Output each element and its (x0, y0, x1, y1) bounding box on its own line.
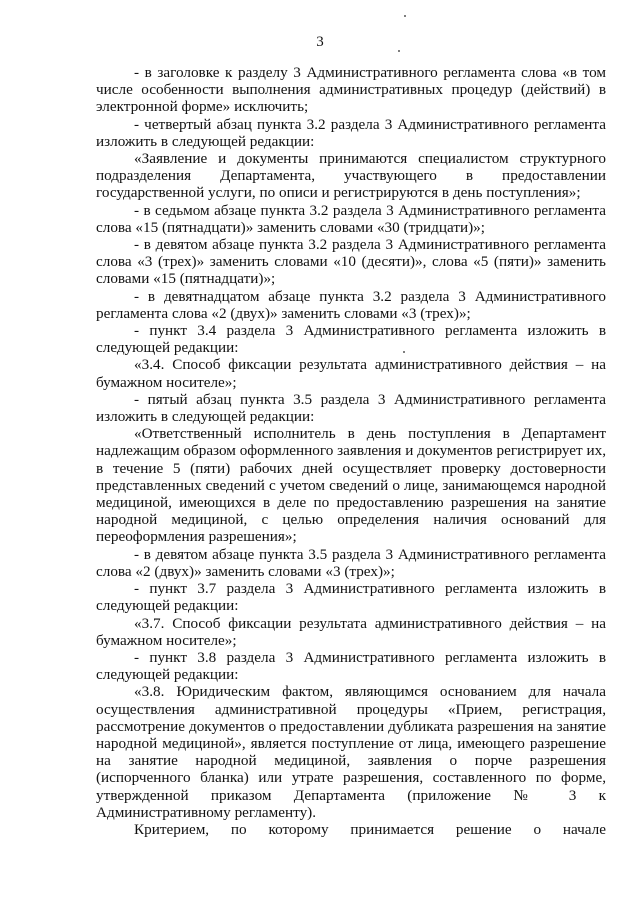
paragraph: «3.8. Юридическим фактом, являющимся основанием для начала осуществления административной процедуры «Прием, регистрация, рассмотрение документов о предоставлении дубликата разрешения на занятие народной медициной», является поступление от лица, имеющего разрешение на занятие народной медициной, заявления о порче разрешения (испорченного бланка) или утрате разрешения, составленного по форме, утвержденной приказом Департамента (приложение № 3 к Административному регламенту). (96, 683, 606, 821)
paragraph: Критерием, по которому принимается решение о начале (134, 820, 606, 838)
paragraph: - пятый абзац пункта 3.5 раздела 3 Административного регламента изложить в следующей редакции: (96, 390, 606, 426)
paragraph: «Заявление и документы принимаются специалистом структурного подразделения Департамента, участвующего в предоставлении государственной услуги, по описи и регистрируются в день поступления»; (96, 150, 606, 202)
paragraph: - пункт 3.4 раздела 3 Административного регламента изложить в следующей редакции: (96, 322, 606, 357)
paragraph: - пункт 3.7 раздела 3 Административного регламента изложить в следующей редакции: (96, 580, 606, 615)
paragraph: «3.7. Способ фиксации результата административного действия – на бумажном носителе»; (96, 614, 606, 649)
paragraph: «3.4. Способ фиксации результата административного действия – на бумажном носителе»; (96, 356, 606, 391)
scan-speck (404, 15, 406, 17)
paragraph: - в девятнадцатом абзаце пункта 3.2 раздела 3 Административного регламента слова «2 (двух)» заменить словами «3 (трех)»; (96, 287, 606, 322)
paragraph: - в заголовке к разделу 3 Административного регламента слова «в том числе особенности выполнения административных процедур (действий) в электронной форме» исключить; (96, 64, 606, 116)
page-number: 3 (316, 34, 324, 50)
paragraph: - в седьмом абзаце пункта 3.2 раздела 3 Административного регламента слова «15 (пятнадцати)» заменить словами «30 (тридцати)»; (96, 201, 606, 236)
document-body (96, 64, 606, 838)
paragraph: - пункт 3.8 раздела 3 Административного регламента изложить в следующей редакции: (96, 648, 606, 684)
paragraph: «Ответственный исполнитель в день поступления в Департамент надлежащим образом оформленного заявления и документов регистрирует их, в течение 5 (пяти) рабочих дней осуществляет проверку достоверности представленных сведений с учетом сведений о лице, занимающемся народной медициной, имеющихся в деле по предоставлению разрешения на занятие народной медициной, с целью определения наличия оснований для переоформления разрешения»; (96, 425, 606, 546)
paragraph: - в девятом абзаце пункта 3.2 раздела 3 Административного регламента слова «3 (трех)» заменить словами «10 (десяти)», слова «5 (пяти)» заменить словами «15 (пятнадцати)»; (96, 236, 606, 288)
paragraph: - четвертый абзац пункта 3.2 раздела 3 Административного регламента изложить в следующей редакции: (96, 115, 606, 150)
paragraph: - в девятом абзаце пункта 3.5 раздела 3 Административного регламента слова «2 (двух)» заменить словами «3 (трех)»; (96, 545, 606, 580)
